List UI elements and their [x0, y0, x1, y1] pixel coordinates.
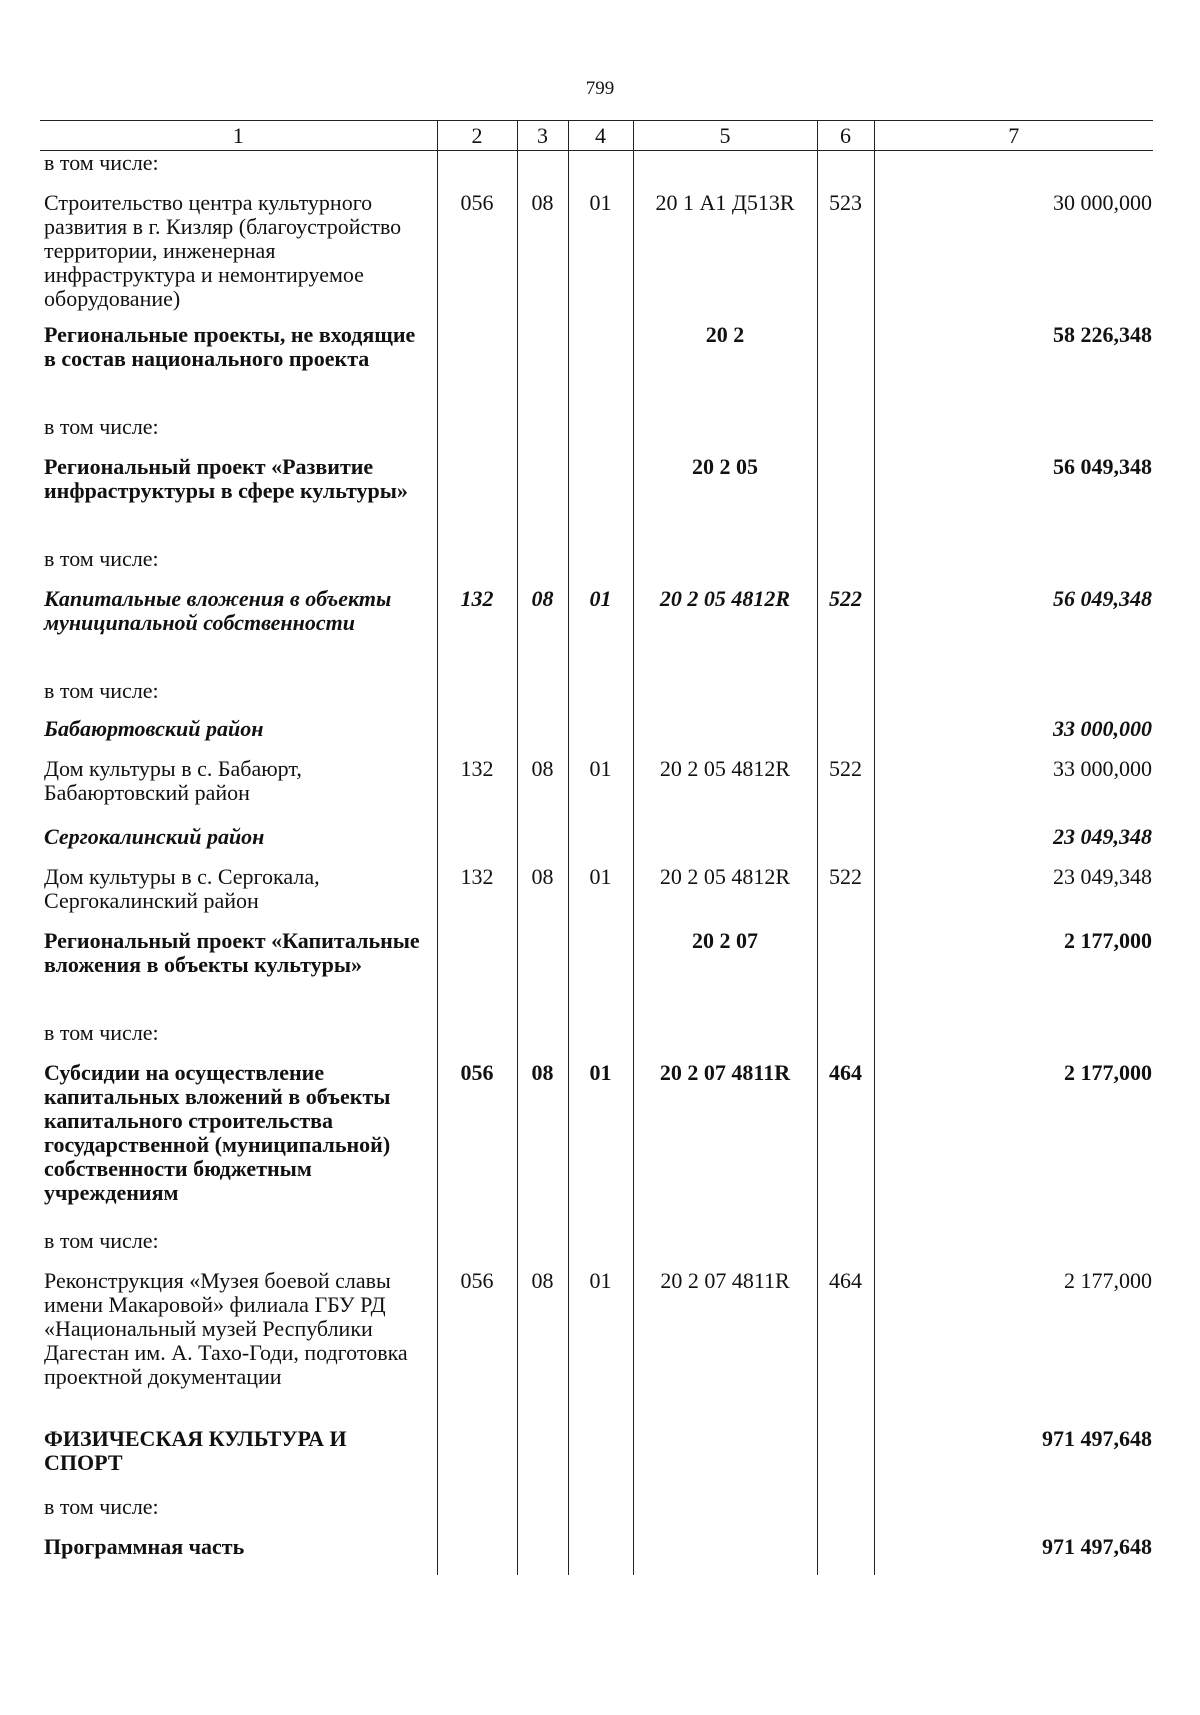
- amount-cell: 971 497,648: [1042, 1533, 1152, 1559]
- ministry-code-cell: 056: [437, 1061, 517, 1229]
- amount-cell: 2 177,000: [1064, 1267, 1152, 1293]
- table-row: [40, 547, 1153, 587]
- row-name-cell: Бабаюртовский район: [40, 717, 437, 757]
- target-article-cell: [633, 1535, 817, 1575]
- section-code-cell: 08: [517, 1269, 568, 1427]
- expense-type-cell: [817, 323, 874, 415]
- amount-cell: [874, 1021, 1153, 1061]
- expense-type-cell: 464: [817, 1269, 874, 1427]
- target-article-cell: [633, 679, 817, 717]
- column-header-1: 1: [40, 121, 437, 151]
- row-name-cell: Региональные проекты, не входящие в состав национального проекта: [40, 323, 437, 415]
- row-name-cell: Реконструкция «Музея боевой славы имени Макаровой» филиала ГБУ РД «Национальный музей Республики Дагестан им. А. Тахо-Годи, подготовка проектной документации: [40, 1269, 437, 1427]
- row-name-cell: Субсидии на осуществление капитальных вложений в объекты капитального строительства государственной (муниципальной) собственности бюджетным учреждениям: [40, 1061, 437, 1229]
- column-header-2: 2: [437, 121, 517, 151]
- amount-cell: 2 177,000: [1064, 1059, 1152, 1085]
- row-name-cell: в том числе:: [40, 1021, 437, 1061]
- section-code-cell: 08: [517, 1061, 568, 1229]
- section-code-cell: [517, 415, 568, 455]
- ministry-code-cell: [437, 415, 517, 455]
- expense-type-cell: [817, 1021, 874, 1061]
- section-code-cell: [517, 1427, 568, 1495]
- subsection-code-cell: [568, 929, 633, 1021]
- table-row: [40, 1269, 1153, 1427]
- row-name-cell: Сергокалинский район: [40, 825, 437, 865]
- target-article-cell: 20 2 05: [633, 455, 817, 547]
- target-article-cell: [633, 1021, 817, 1061]
- table-row: [40, 191, 1153, 323]
- expense-type-cell: [817, 151, 874, 191]
- target-article-cell: 20 2 07 4811R: [633, 1061, 817, 1229]
- amount-cell: 2 177,000: [1064, 927, 1152, 953]
- ministry-code-cell: 132: [437, 865, 517, 929]
- expense-type-cell: [817, 825, 874, 865]
- subsection-code-cell: [568, 455, 633, 547]
- subsection-code-cell: [568, 679, 633, 717]
- amount-cell: 23 049,348: [1053, 863, 1152, 889]
- section-code-cell: [517, 825, 568, 865]
- expense-type-cell: [817, 679, 874, 717]
- expense-type-cell: 523: [817, 191, 874, 323]
- table-row: [40, 1061, 1153, 1229]
- target-article-cell: [633, 1495, 817, 1535]
- row-name-cell: в том числе:: [40, 415, 437, 455]
- amount-cell: 30 000,000: [1053, 189, 1152, 215]
- table-row: [40, 587, 1153, 679]
- section-code-cell: [517, 151, 568, 191]
- expense-type-cell: [817, 415, 874, 455]
- row-name-cell: Строительство центра культурного развития в г. Кизляр (благоустройство территории, инженерная инфраструктура и немонтируемое оборудование): [40, 191, 437, 323]
- table-body: [40, 151, 1153, 1575]
- subsection-code-cell: [568, 547, 633, 587]
- subsection-code-cell: [568, 717, 633, 757]
- subsection-code-cell: [568, 825, 633, 865]
- subsection-code-cell: 01: [568, 757, 633, 825]
- amount-cell: 23 049,348: [1053, 823, 1152, 849]
- section-code-cell: [517, 455, 568, 547]
- ministry-code-cell: [437, 1535, 517, 1575]
- target-article-cell: [633, 415, 817, 455]
- page-number: 799: [585, 78, 615, 99]
- column-header-4: 4: [568, 121, 633, 151]
- header-row: [40, 121, 1153, 151]
- amount-cell: [874, 151, 1153, 191]
- section-code-cell: 08: [517, 587, 568, 679]
- section-code-cell: [517, 929, 568, 1021]
- amount-cell: 33 000,000: [1053, 715, 1152, 741]
- table-row: [40, 1021, 1153, 1061]
- amount-cell: 56 049,348: [1053, 585, 1152, 611]
- row-name-cell: Дом культуры в с. Бабаюрт, Бабаюртовский район: [40, 757, 437, 825]
- section-code-cell: [517, 323, 568, 415]
- expense-type-cell: [817, 547, 874, 587]
- ministry-code-cell: [437, 679, 517, 717]
- subsection-code-cell: 01: [568, 1269, 633, 1427]
- amount-cell: 971 497,648: [1042, 1425, 1152, 1451]
- section-code-cell: [517, 1535, 568, 1575]
- row-name-cell: Программная часть: [40, 1535, 437, 1575]
- expense-type-cell: 522: [817, 757, 874, 825]
- target-article-cell: [633, 547, 817, 587]
- section-code-cell: 08: [517, 757, 568, 825]
- column-header-6: 6: [817, 121, 874, 151]
- subsection-code-cell: [568, 151, 633, 191]
- ministry-code-cell: 056: [437, 191, 517, 323]
- table-row: [40, 679, 1153, 717]
- expense-type-cell: 522: [817, 865, 874, 929]
- ministry-code-cell: [437, 717, 517, 757]
- table-row: [40, 929, 1153, 1021]
- ministry-code-cell: [437, 1427, 517, 1495]
- amount-cell: [874, 1229, 1153, 1269]
- table-row: [40, 1427, 1153, 1495]
- target-article-cell: [633, 825, 817, 865]
- subsection-code-cell: [568, 1229, 633, 1269]
- target-article-cell: 20 1 А1 Д513R: [633, 191, 817, 323]
- ministry-code-cell: 132: [437, 757, 517, 825]
- expense-type-cell: [817, 1427, 874, 1495]
- target-article-cell: 20 2 07 4811R: [633, 1269, 817, 1427]
- ministry-code-cell: 056: [437, 1269, 517, 1427]
- expense-type-cell: [817, 1535, 874, 1575]
- row-name-cell: в том числе:: [40, 1495, 437, 1535]
- row-name-cell: в том числе:: [40, 547, 437, 587]
- subsection-code-cell: 01: [568, 1061, 633, 1229]
- amount-cell: [874, 1495, 1153, 1535]
- table-row: [40, 825, 1153, 865]
- row-name-cell: Региональный проект «Капитальные вложения в объекты культуры»: [40, 929, 437, 1021]
- subsection-code-cell: 01: [568, 587, 633, 679]
- section-code-cell: [517, 1495, 568, 1535]
- section-code-cell: 08: [517, 191, 568, 323]
- subsection-code-cell: [568, 1427, 633, 1495]
- section-code-cell: [517, 1021, 568, 1061]
- expense-type-cell: [817, 717, 874, 757]
- expense-type-cell: [817, 1495, 874, 1535]
- budget-table: [40, 120, 1153, 1575]
- subsection-code-cell: [568, 415, 633, 455]
- section-code-cell: [517, 1229, 568, 1269]
- row-name-cell: ФИЗИЧЕСКАЯ КУЛЬТУРА И СПОРТ: [40, 1427, 437, 1495]
- table-row: [40, 323, 1153, 415]
- target-article-cell: 20 2: [633, 323, 817, 415]
- table-row: [40, 1229, 1153, 1269]
- ministry-code-cell: [437, 1021, 517, 1061]
- ministry-code-cell: [437, 547, 517, 587]
- row-name-cell: Дом культуры в с. Сергокала, Сергокалинский район: [40, 865, 437, 929]
- table-row: [40, 455, 1153, 547]
- row-name-cell: Региональный проект «Развитие инфраструктуры в сфере культуры»: [40, 455, 437, 547]
- table-row: [40, 1495, 1153, 1535]
- target-article-cell: [633, 151, 817, 191]
- amount-cell: [874, 415, 1153, 455]
- column-header-3: 3: [517, 121, 568, 151]
- row-name-cell: в том числе:: [40, 151, 437, 191]
- ministry-code-cell: [437, 455, 517, 547]
- target-article-cell: [633, 1427, 817, 1495]
- table-row: [40, 415, 1153, 455]
- ministry-code-cell: [437, 825, 517, 865]
- amount-cell: [874, 679, 1153, 717]
- row-name-cell: Капитальные вложения в объекты муниципальной собственности: [40, 587, 437, 679]
- expense-type-cell: 522: [817, 587, 874, 679]
- amount-cell: 56 049,348: [1053, 453, 1152, 479]
- subsection-code-cell: 01: [568, 865, 633, 929]
- section-code-cell: 08: [517, 865, 568, 929]
- table-row: [40, 717, 1153, 757]
- ministry-code-cell: [437, 151, 517, 191]
- table-row: [40, 865, 1153, 929]
- expense-type-cell: [817, 455, 874, 547]
- expense-type-cell: 464: [817, 1061, 874, 1229]
- amount-cell: 58 226,348: [1053, 321, 1152, 347]
- row-name-cell: в том числе:: [40, 679, 437, 717]
- target-article-cell: [633, 1229, 817, 1269]
- ministry-code-cell: [437, 1495, 517, 1535]
- ministry-code-cell: [437, 929, 517, 1021]
- amount-cell: 33 000,000: [1053, 755, 1152, 781]
- subsection-code-cell: [568, 323, 633, 415]
- target-article-cell: 20 2 05 4812R: [633, 865, 817, 929]
- target-article-cell: [633, 717, 817, 757]
- section-code-cell: [517, 547, 568, 587]
- expense-type-cell: [817, 929, 874, 1021]
- subsection-code-cell: 01: [568, 191, 633, 323]
- target-article-cell: 20 2 05 4812R: [633, 587, 817, 679]
- ministry-code-cell: 132: [437, 587, 517, 679]
- row-name-cell: в том числе:: [40, 1229, 437, 1269]
- expense-type-cell: [817, 1229, 874, 1269]
- subsection-code-cell: [568, 1021, 633, 1061]
- ministry-code-cell: [437, 1229, 517, 1269]
- subsection-code-cell: [568, 1535, 633, 1575]
- target-article-cell: 20 2 05 4812R: [633, 757, 817, 825]
- column-header-5: 5: [633, 121, 817, 151]
- table-row: [40, 757, 1153, 825]
- section-code-cell: [517, 717, 568, 757]
- section-code-cell: [517, 679, 568, 717]
- subsection-code-cell: [568, 1495, 633, 1535]
- amount-cell: [874, 547, 1153, 587]
- target-article-cell: 20 2 07: [633, 929, 817, 1021]
- ministry-code-cell: [437, 323, 517, 415]
- table-row: [40, 1535, 1153, 1575]
- table-row: [40, 151, 1153, 191]
- column-header-7: 7: [874, 121, 1153, 151]
